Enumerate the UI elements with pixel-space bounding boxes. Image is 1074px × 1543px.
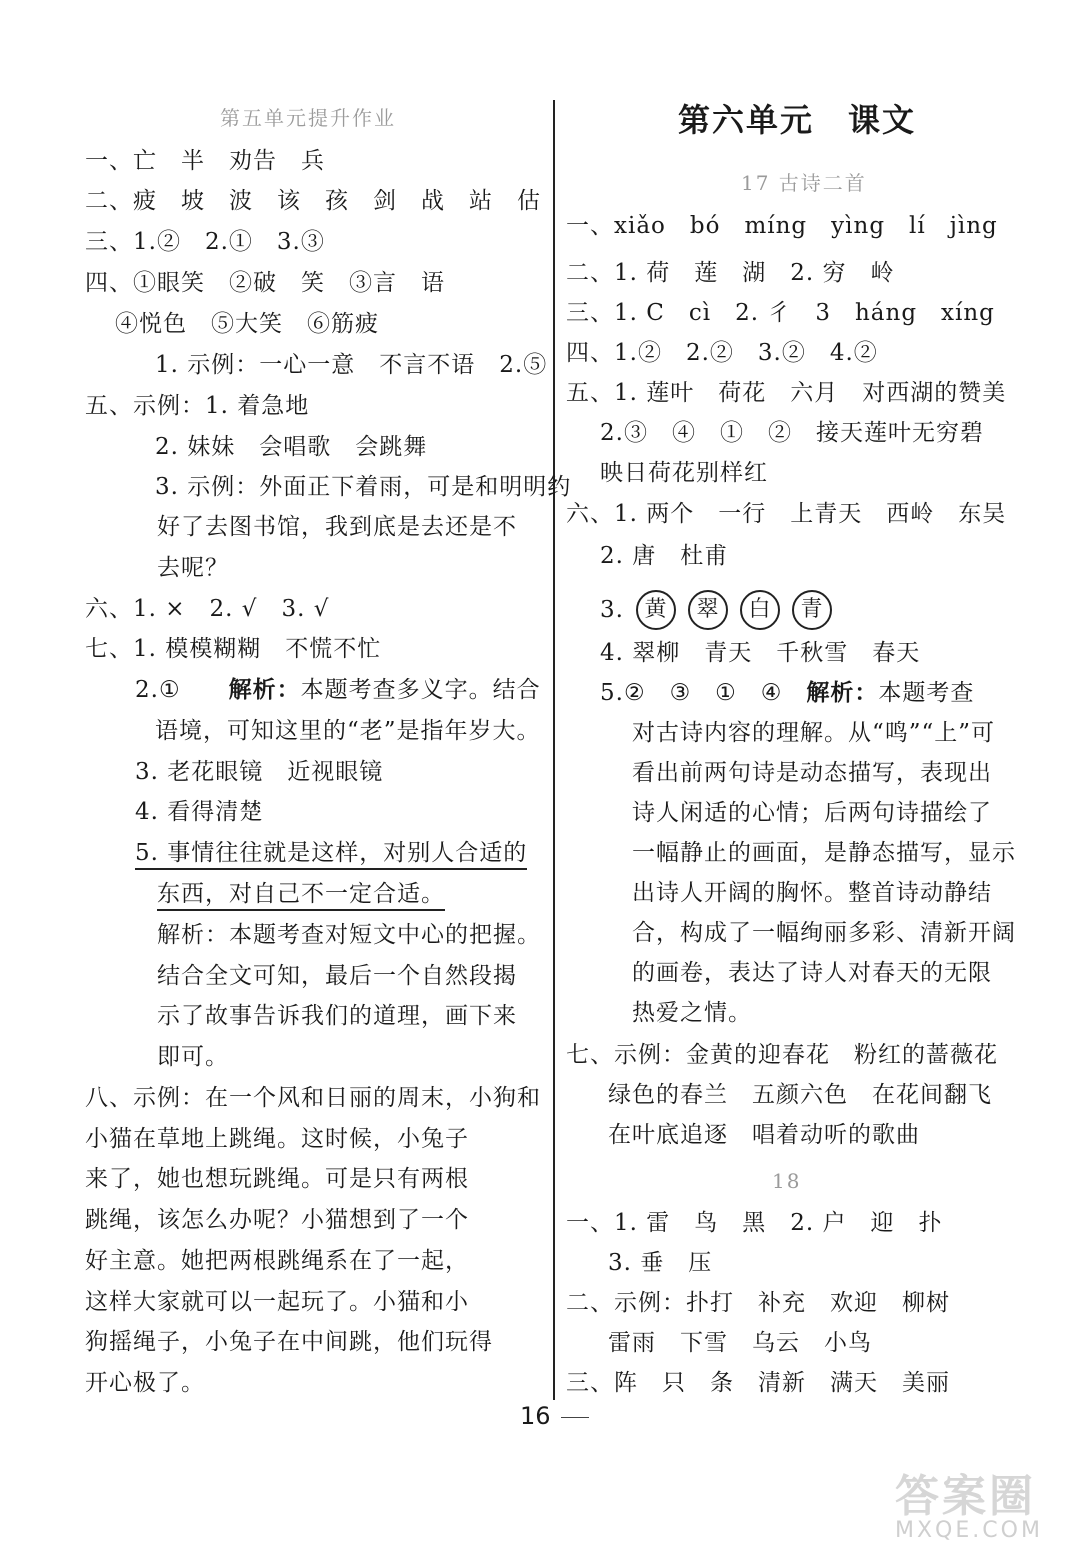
- analysis-label: 解析：: [806, 679, 879, 706]
- answer-line: 即可。: [157, 1044, 229, 1070]
- watermark-text: 答案圈: [895, 1471, 1036, 1522]
- answer-line: 出诗人开阔的胸怀。整首诗动静结: [632, 880, 992, 906]
- column-divider: [553, 100, 555, 1400]
- answer-line: [600, 678, 974, 708]
- answer-line: 4. 翠柳 青天 千秋雪 春天: [600, 640, 921, 666]
- answer-line: 合，构成了一幅绚丽多彩、清新开阔: [632, 920, 1016, 946]
- answer-line: 2. 唐 杜甫: [600, 543, 729, 569]
- lesson-heading: 17 古诗二首: [741, 171, 867, 195]
- answer-line: 七、1. 模模糊糊 不慌不忙: [85, 636, 382, 662]
- answer-line: 4. 看得清楚: [135, 799, 264, 825]
- answer-line: 三、1. C cì 2. 彳 3 háng xíng: [566, 300, 995, 326]
- circled-answers: [600, 590, 832, 630]
- answer-line: 五、示例：1. 着急地: [85, 393, 310, 419]
- answer-line: 五、1. 莲叶 荷花 六月 对西湖的赞美: [566, 380, 1007, 406]
- answer-line: 八、示例：在一个风和日丽的周末，小狗和: [85, 1085, 541, 1111]
- page-number-dash: [561, 1417, 589, 1418]
- underlined-answer: 5. 事情往往就是这样，对别人合适的: [135, 838, 527, 870]
- underlined-answer: 东西，对自己不一定合适。: [157, 879, 445, 911]
- page-number-value: 16: [520, 1402, 551, 1430]
- answer-line: 示了故事告诉我们的道理，画下来: [157, 1003, 517, 1029]
- answer-line: 好了去图书馆，我到底是去还是不: [157, 514, 517, 540]
- answer-line: 三、1.② 2.① 3.③: [85, 229, 325, 255]
- answer-line: 开心极了。: [85, 1370, 205, 1396]
- answer-line: 狗摇绳子，小兔子在中间跳，他们玩得: [85, 1329, 493, 1355]
- circled-char: 黄: [636, 590, 676, 630]
- answer-line: 好主意。她把两根跳绳系在了一起，: [85, 1248, 469, 1274]
- answer-line: 热爱之情。: [632, 1000, 752, 1026]
- answer-text: 本题考查多义字。结合: [300, 677, 541, 703]
- answer-text: 2.①: [135, 677, 181, 703]
- circled-char: 翠: [688, 590, 728, 630]
- circled-char: 青: [792, 590, 832, 630]
- answer-line: 对古诗内容的理解。从“鸣”“上”可: [632, 720, 996, 746]
- circled-char: 白: [740, 590, 780, 630]
- answer-line: 绿色的春兰 五颜六色 在花间翻飞: [608, 1082, 992, 1108]
- answer-line: 小猫在草地上跳绳。这时候，小兔子: [85, 1126, 469, 1152]
- answer-line: [135, 675, 541, 705]
- answer-line: 二、1. 荷 莲 湖 2. 穷 岭: [566, 260, 895, 286]
- page-number: [520, 1402, 599, 1430]
- answer-line: 3. 垂 压: [608, 1250, 713, 1276]
- answer-line: 四、1.② 2.② 3.② 4.②: [566, 340, 878, 366]
- left-heading: 第五单元提升作业: [220, 106, 396, 130]
- answer-line: 一幅静止的画面，是静态描写，显示: [632, 840, 1016, 866]
- answer-line: 雷雨 下雪 乌云 小鸟: [608, 1330, 872, 1356]
- answer-line: 诗人闲适的心情；后两句诗描绘了: [632, 800, 992, 826]
- answer-line: 这样大家就可以一起玩了。小猫和小: [85, 1289, 469, 1315]
- answer-line: 解析：本题考查对短文中心的把握。: [157, 922, 541, 948]
- answer-line: 在叶底追逐 唱着动听的歌曲: [608, 1122, 920, 1148]
- answer-line: 2. 妹妹 会唱歌 会跳舞: [155, 434, 428, 460]
- answer-text: 本题考查: [878, 680, 975, 706]
- unit-title: 第六单元 课文: [678, 101, 917, 139]
- answer-line: 四、①眼笑 ②破 笑 ③言 语: [85, 270, 445, 296]
- watermark-url: MXQE.COM: [895, 1518, 1043, 1543]
- answer-line: 二、疲 坡 波 该 孩 剑 战 站 估: [85, 188, 541, 214]
- answer-line: 一、1. 雷 鸟 黑 2. 户 迎 扑: [566, 1210, 943, 1236]
- answer-line: 来了，她也想玩跳绳。可是只有两根: [85, 1166, 469, 1192]
- analysis-label: 解析：: [228, 676, 301, 703]
- answer-text: 3.: [600, 597, 624, 623]
- answer-line: 结合全文可知，最后一个自然段揭: [157, 963, 517, 989]
- answer-line: 六、1. 两个 一行 上青天 西岭 东吴: [566, 501, 1007, 527]
- answer-line: 三、阵 只 条 清新 满天 美丽: [566, 1370, 950, 1396]
- answer-line: 看出前两句诗是动态描写，表现出: [632, 760, 992, 786]
- answer-line: 3. 老花眼镜 近视眼镜: [135, 759, 384, 785]
- watermark-logo: [895, 1460, 1065, 1543]
- answer-line: 六、1. × 2. √ 3. √: [85, 596, 330, 622]
- answer-line: ④悦色 ⑤大笑 ⑥筋疲: [115, 311, 379, 337]
- lesson-heading: 18: [772, 1169, 802, 1193]
- answer-line: 1. 示例：一心一意 不言不语 2.⑤: [155, 352, 548, 378]
- circle-group: [636, 590, 832, 630]
- answer-line: 跳绳，该怎么办呢？小猫想到了一个: [85, 1207, 469, 1233]
- answer-line: 语境，可知这里的“老”是指年岁大。: [155, 718, 541, 744]
- answer-line: 3. 示例：外面正下着雨，可是和明明约: [155, 474, 572, 500]
- answer-line: 的画卷，表达了诗人对春天的无限: [632, 960, 992, 986]
- answer-line: 去呢？: [157, 555, 229, 581]
- answer-line: 2.③ ④ ① ② 接天莲叶无穷碧: [600, 420, 984, 446]
- answer-line: 映日荷花别样红: [600, 460, 768, 486]
- answer-text: 5.② ③ ① ④: [600, 680, 783, 706]
- answer-line: 一、亡 半 劝告 兵: [85, 148, 325, 174]
- answer-line: 一、xiǎo bó míng yìng lí jìng: [566, 213, 998, 239]
- answer-line: 二、示例：扑打 补充 欢迎 柳树: [566, 1290, 950, 1316]
- answer-line: 七、示例：金黄的迎春花 粉红的蔷薇花: [566, 1042, 998, 1068]
